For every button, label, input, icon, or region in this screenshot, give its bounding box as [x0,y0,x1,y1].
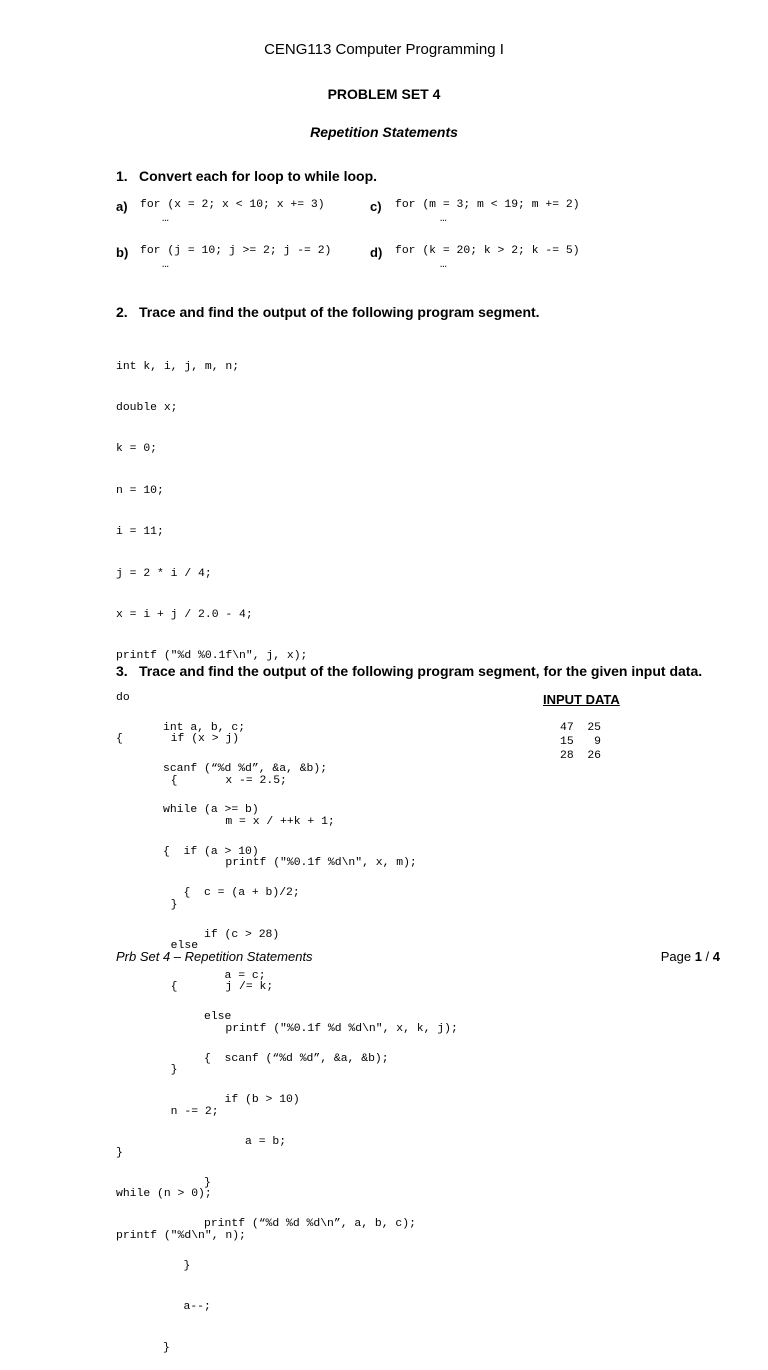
question-1-text: Convert each for loop to while loop. [139,168,378,184]
code-line: { if (a > 10) [163,845,259,858]
input-data-row: 47 25 [560,722,602,734]
code-line: } [163,1342,170,1355]
question-1-number: 1. [116,168,128,184]
q1-item-c [370,198,580,225]
q1-item-code: for (m = 3; m < 19; m += 2) [395,199,580,211]
course-title: CENG113 Computer Programming I [264,41,504,58]
question-2 [116,304,540,320]
code-line: i = 11; [116,526,164,539]
code-line: } [163,1176,211,1189]
code-line: { c = (a + b)/2; [163,887,300,900]
question-3-text: Trace and find the output of the following program segment, for the given input data. [139,663,703,679]
code-line: while (a >= b) [163,804,259,817]
code-line: printf ("%0.1f %d %d\n", x, k, j); [116,1022,458,1035]
q3-code-block [163,694,416,1370]
subtitle: Repetition Statements [310,124,458,140]
code-line: } [116,898,178,911]
page-separator: / [701,949,713,964]
code-line: else [116,940,199,953]
code-line: int k, i, j, m, n; [116,360,240,373]
q1-item-code: for (j = 10; j >= 2; j -= 2) [140,245,332,257]
q1-item-d [370,244,580,271]
footer-title: Prb Set 4 – Repetition Statements [116,949,313,964]
q1-item-body: … [162,213,169,225]
code-line: } [163,1259,191,1272]
code-line: if (b > 10) [163,1094,300,1107]
q1-item-label: a) [116,199,128,214]
q1-item-code: for (k = 20; k > 2; k -= 5) [395,245,580,257]
code-line: n -= 2; [116,1105,219,1118]
code-line: m = x / ++k + 1; [116,815,335,828]
code-line: printf ("%0.1f %d\n", x, m); [116,857,417,870]
code-line: { scanf (“%d %d”, &a, &b); [163,1052,389,1065]
page-total: 4 [712,949,720,964]
code-line: printf ("%d\n", n); [116,1229,246,1242]
q1-item-label: b) [116,245,129,260]
q1-item-label: c) [370,199,382,214]
code-line: { j /= k; [116,981,274,994]
problem-set-title: PROBLEM SET 4 [327,86,441,102]
code-line: printf ("%d %0.1f\n", j, x); [116,650,308,663]
code-line: int a, b, c; [163,721,246,734]
code-line: do [116,691,130,704]
code-line: while (n > 0); [116,1188,212,1201]
code-line: } [116,1064,178,1077]
code-line: x = i + j / 2.0 - 4; [116,608,253,621]
page-prefix: Page [660,949,695,964]
q1-item-b [116,244,332,271]
q1-item-a [116,198,325,225]
question-3 [116,663,702,679]
code-line: { x -= 2.5; [116,774,287,787]
code-line: scanf (“%d %d”, &a, &b); [163,762,328,775]
q1-item-body: … [440,213,447,225]
q1-item-label: d) [370,245,383,260]
q1-item-body: … [440,259,447,271]
code-line: double x; [116,401,178,414]
code-line: a--; [163,1301,211,1314]
code-line: else [163,1011,232,1024]
page-current: 1 [694,949,702,964]
input-data-row: 15 9 [560,736,602,748]
code-line: a = b; [163,1135,287,1148]
code-line: if (c > 28) [163,928,280,941]
code-line: j = 2 * i / 4; [116,567,212,580]
question-1 [116,168,377,184]
question-3-number: 3. [116,663,128,679]
input-data-row: 28 26 [560,750,602,762]
code-line: k = 0; [116,443,158,456]
code-line: { if (x > j) [116,733,240,746]
code-line: n = 10; [116,484,164,497]
page-number [661,949,720,964]
input-data-title: INPUT DATA [543,692,620,707]
code-line: printf (“%d %d %d\n”, a, b, c); [163,1218,416,1231]
code-line: a = c; [163,969,266,982]
question-2-number: 2. [116,304,128,320]
q1-item-code: for (x = 2; x < 10; x += 3) [140,199,325,211]
q1-item-body: … [162,259,169,271]
question-2-text: Trace and find the output of the following program segment. [139,304,540,320]
code-line: } [116,1147,123,1160]
